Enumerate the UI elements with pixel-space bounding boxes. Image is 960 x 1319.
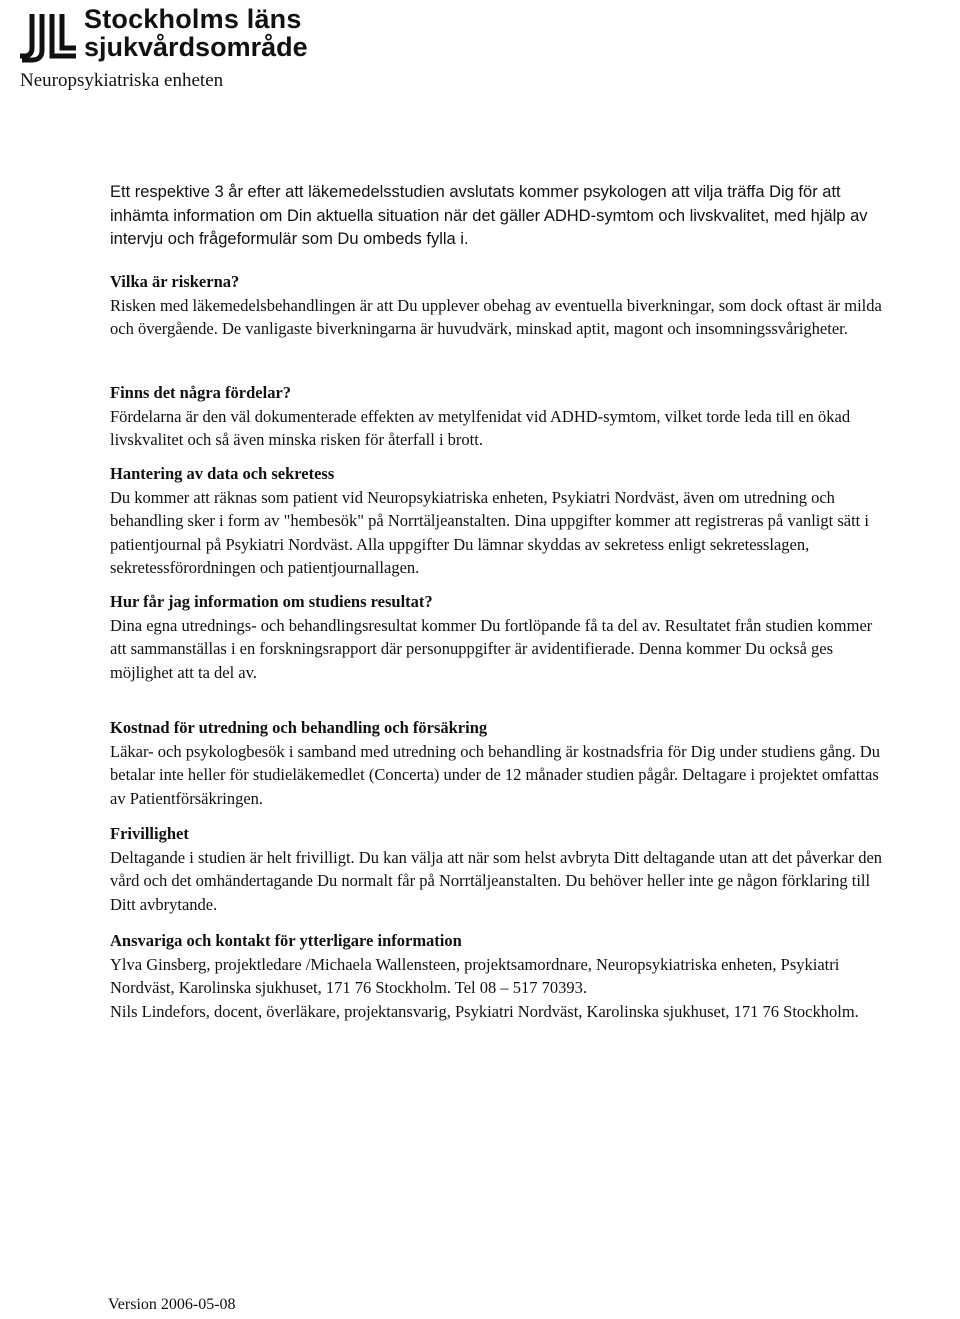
- section-data-handling: [110, 462, 890, 580]
- intro-paragraph: Ett respektive 3 år efter att läkemedelsstudien avslutats kommer psykologen att vilja träffa Dig för att inhämta information om Din aktuella situation när det gäller ADHD-symtom och livskvalitet, med hjälp av intervju och frågeformulär som Du ombeds fylla i.: [110, 183, 868, 248]
- section-voluntary: [110, 822, 890, 916]
- sll-logo-icon: [18, 10, 80, 64]
- section-cost: [110, 716, 890, 810]
- section-body: Deltagande i studien är helt frivilligt. Du kan välja att när som helst avbryta Ditt deltagande utan att det påverkar den vård och det omhändertagande Du normalt får på Norrtäljeanstalten. Du behöver heller inte ge någon förklaring till Ditt avbrytande.: [110, 847, 883, 914]
- letterhead: [18, 4, 308, 92]
- section-heading: Hantering av data och sekretess: [110, 464, 335, 483]
- section-contact: [110, 929, 890, 1023]
- section-heading: Hur får jag information om studiens resultat?: [110, 592, 433, 611]
- section-heading: Vilka är riskerna?: [110, 272, 240, 291]
- section-body: Läkar- och psykologbesök i samband med utredning och behandling är kostnadsfria för Dig under studiens gång. Du betalar inte heller för studieläkemedlet (Concerta) under de 12 månader studien pågår. Deltagare i projektet omfattas av Patientförsäkringen.: [110, 741, 880, 808]
- section-heading: Ansvariga och kontakt för ytterligare information: [110, 931, 462, 950]
- section-body: Du kommer att räknas som patient vid Neuropsykiatriska enheten, Psykiatri Nordväst, även om utredning och behandling sker i form av "hembesök" på Norrtäljeanstalten. Dina uppgifter kommer att registreras på vanligt sätt i patientjournal på Psykiatri Nordväst. Alla uppgifter Du lämnar skyddas av sekretess enligt sekretesslagen, sekretessförordningen och patientjournallagen.: [110, 487, 869, 577]
- section-results: [110, 590, 890, 684]
- logo-line-2: sjukvårdsområde: [84, 32, 308, 62]
- section-body: Risken med läkemedelsbehandlingen är att Du upplever obehag av eventuella biverkningar, som dock oftast är milda och övergående. De vanligaste biverkningarna är huvudvärk, minskad aptit, magont och insomningssvårigheter.: [110, 295, 882, 338]
- logo-line-1: Stockholms läns: [84, 4, 302, 34]
- section-benefits: [110, 381, 890, 452]
- section-body: Ylva Ginsberg, projektledare /Michaela Wallensteen, projektsamordnare, Neuropsykiatriska enheten, Psykiatri Nordväst, Karolinska sjukhuset, 171 76 Stockholm. Tel 08 – 517 70393.: [110, 954, 840, 997]
- section-heading: Kostnad för utredning och behandling och försäkring: [110, 718, 488, 737]
- version-label: Version 2006-05-08: [108, 1296, 236, 1313]
- section-risks: [110, 270, 890, 341]
- section-body: Fördelarna är den väl dokumenterade effekten av metylfenidat vid ADHD-symtom, vilket torde leda till en ökad livskvalitet och så även minska risken för återfall i brott.: [110, 406, 851, 449]
- section-heading: Frivillighet: [110, 824, 189, 843]
- section-heading: Finns det några fördelar?: [110, 383, 292, 402]
- unit-name: Neuropsykiatriska enheten: [20, 70, 224, 91]
- section-body: Dina egna utrednings- och behandlingsresultat kommer Du fortlöpande få ta del av. Resultatet från studien kommer att sammanställas i en forskningsrapport där personuppgifter är avidentifierade. Denna kommer Du också ges möjlighet att ta del av.: [110, 615, 873, 682]
- section-body-secondary: Nils Lindefors, docent, överläkare, projektansvarig, Psykiatri Nordväst, Karolinska sjukhuset, 171 76 Stockholm.: [110, 1001, 859, 1021]
